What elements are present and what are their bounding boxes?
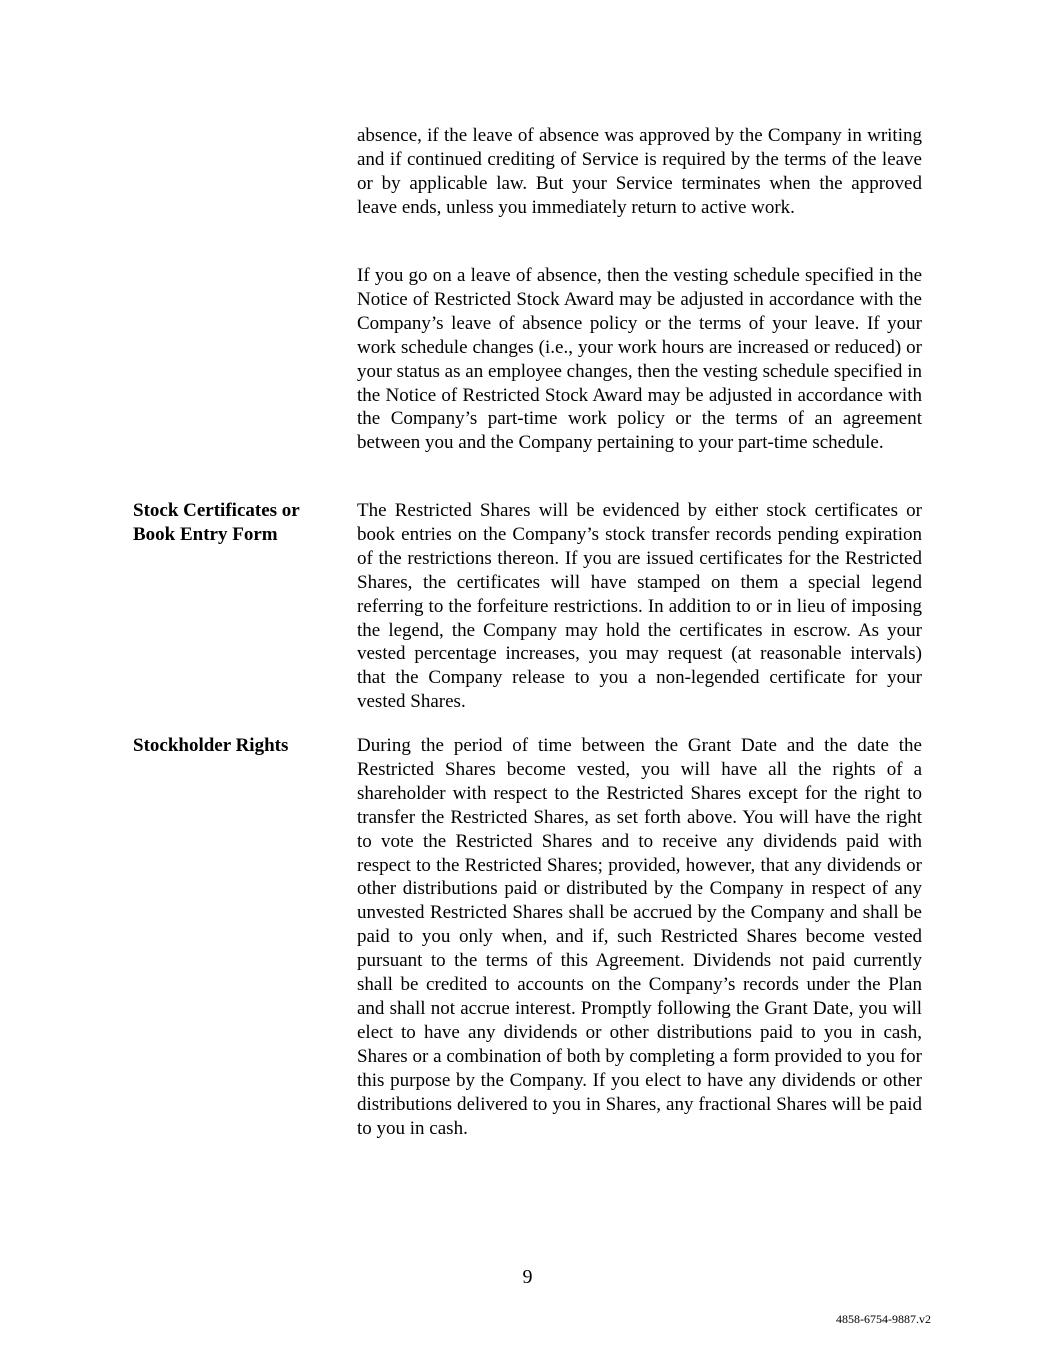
stock-certificates-heading-line2: Book Entry Form: [133, 523, 278, 545]
stock-certificates-paragraph: The Restricted Shares will be evidenced by either stock certificates or book entries on the Company’s stock transfer records pending expiration of the restrictions thereon. If you are issued certificates for the Restricted Shares, the certificates will have stamped on them a special legend referring to the forfeiture restrictions. In addition to or in lieu of imposing the legend, the Company may hold the certificates in escrow. As your vested percentage increases, you may request (at reasonable intervals) that the Company release to you a non-legended certificate for your vested Shares.: [357, 500, 922, 713]
page-number: 9: [522, 1266, 533, 1288]
stock-certificates-heading: [133, 499, 348, 547]
stockholder-rights-heading-text: Stockholder Rights: [133, 735, 289, 756]
document-id: 4858-6754-9887.v2: [836, 1312, 931, 1326]
leave-continuation-paragraph: absence, if the leave of absence was approved by the Company in writing and if continued crediting of Service is required by the terms of the leave or by applicable law. But your Service terminates when the approved leave ends, unless you immediately return to active work.: [357, 125, 922, 218]
stockholder-rights-heading: [133, 734, 348, 758]
stockholder-rights-paragraph: During the period of time between the Grant Date and the date the Restricted Shares become vested, you will have all the rights of a shareholder with respect to the Restricted Shares except for the right to transfer the Restricted Shares, as set forth above. You will have the right to vote the Restricted Shares and to receive any dividends paid with respect to the Restricted Shares; provided, however, that any dividends or other distributions paid or distributed by the Company in respect of any unvested Restricted Shares shall be accrued by the Company and shall be paid to you only when, and if, such Restricted Shares become vested pursuant to the terms of this Agreement. Dividends not paid currently shall be credited to accounts on the Company’s records under the Plan and shall not accrue interest. Promptly following the Grant Date, you will elect to have any dividends or other distributions paid to you in cash, Shares or a combination of both by completing a form provided to you for this purpose by the Company. If you elect to have any dividends or other distributions delivered to you in Shares, any fractional Shares will be paid to you in cash.: [357, 735, 922, 1139]
leave-vesting-paragraph: If you go on a leave of absence, then the vesting schedule specified in the Notice of Restricted Stock Award may be adjusted in accordance with the Company’s leave of absence policy or the terms of your leave. If your work schedule changes (i.e., your work hours are increased or reduced) or your status as an employee changes, then the vesting schedule specified in the Notice of Restricted Stock Award may be adjusted in accordance with the Company’s part-time work policy or the terms of an agreement between you and the Company pertaining to your part-time schedule.: [357, 265, 922, 454]
stock-certificates-heading-line1: Stock Certificates or: [133, 500, 300, 521]
